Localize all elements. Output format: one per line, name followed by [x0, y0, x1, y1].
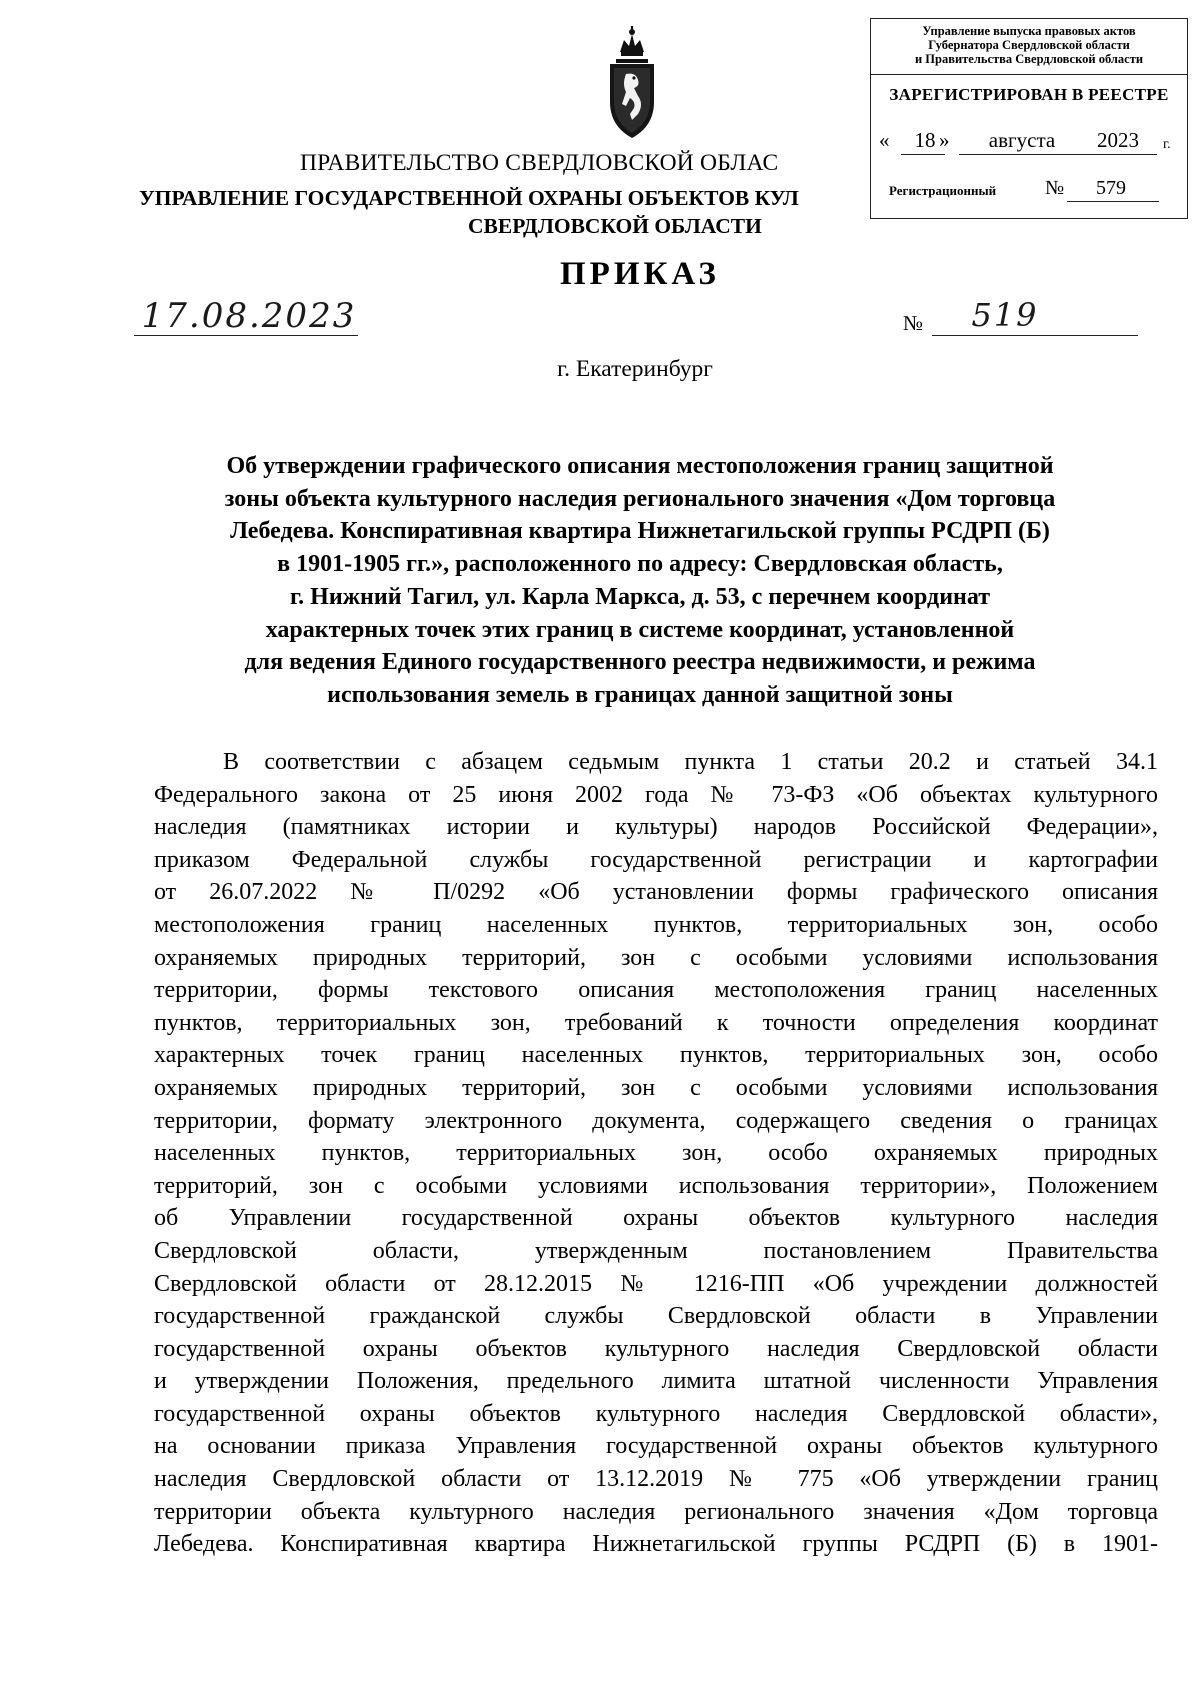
- stamp-date: [879, 127, 1181, 155]
- stamp-number-underline: [1067, 201, 1159, 202]
- body-line: от 26.07.2022 № П/0292 «Об установлении формы графического описания: [154, 879, 1158, 906]
- stamp-date-month: августа: [988, 128, 1056, 152]
- stamp-month-underline: [959, 154, 1083, 155]
- title-line: в 1901-1905 гг.», расположенного по адресу: Свердловская область,: [277, 551, 1003, 578]
- stamp-title: ЗАРЕГИСТРИРОВАН В РЕЕСТРЕ: [889, 85, 1169, 104]
- stamp-header-line: Губернатора Свердловской области: [928, 38, 1130, 52]
- body-line: В соответствии с абзацем седьмым пункта 1 статьи 20.2 и статьей 34.1: [223, 749, 1158, 775]
- body-line: наследия (памятниках истории и культуры) народов Российской Федерации»,: [154, 814, 1158, 841]
- stamp-number: [889, 173, 1179, 203]
- order-date-handwritten: 17.08.2023: [141, 296, 357, 336]
- stamp-date-open-quote: «: [879, 128, 890, 152]
- department-title-line-2: СВЕРДЛОВСКОЙ ОБЛАСТИ: [468, 214, 762, 238]
- stamp-number-label: Регистрационный: [889, 183, 997, 198]
- body-line: на основании приказа Управления государственной охраны объектов культурного: [154, 1433, 1158, 1460]
- body-line: населенных пунктов, территориальных зон, особо охраняемых природных: [154, 1140, 1158, 1167]
- stamp-number-value: 579: [1096, 177, 1126, 199]
- body-line: территории объекта культурного наследия регионального значения «Дом торговца: [154, 1498, 1158, 1525]
- registration-stamp: [870, 18, 1188, 219]
- body-line: Федерального закона от 25 июня 2002 года № 73-ФЗ «Об объектах культурного: [154, 781, 1158, 808]
- body-paragraph: [154, 746, 1158, 1561]
- body-line: территорий, зон с особыми условиями использования территории», Положением: [154, 1172, 1158, 1199]
- body-line: местоположения границ населенных пунктов, территориальных зон, особо: [154, 911, 1158, 938]
- body-line: государственной гражданской службы Свердловской области в Управлении: [154, 1303, 1158, 1330]
- body-line: Свердловской области, утвержденным постановлением Правительства: [154, 1237, 1158, 1264]
- order-number-sign: №: [903, 311, 924, 335]
- stamp-year-underline: [1081, 154, 1157, 155]
- stamp-date-day: 18: [914, 128, 936, 152]
- government-title: ПРАВИТЕЛЬСТВО СВЕРДЛОВСКОЙ ОБЛАС: [300, 150, 779, 176]
- stamp-number-sign: №: [1045, 177, 1065, 199]
- body-line: государственной охраны объектов культурного наследия Свердловской области: [154, 1335, 1158, 1362]
- title-line: Об утверждении графического описания местоположения границ защитной: [226, 453, 1054, 479]
- title-line: Лебедева. Конспиративная квартира Нижнетагильской группы РСДРП (Б): [230, 518, 1050, 545]
- stamp-date-close-quote: »: [939, 128, 950, 152]
- department-title-line-1: УПРАВЛЕНИЕ ГОСУДАРСТВЕННОЙ ОХРАНЫ ОБЪЕКТОВ КУЛ: [139, 186, 799, 210]
- stamp-day-underline: [901, 154, 945, 155]
- body-line: территории, формату электронного документа, содержащего сведения о границах: [154, 1107, 1158, 1134]
- coat-of-arms-emblem: [604, 26, 660, 140]
- body-line: приказом Федеральной службы государственной регистрации и картографии: [154, 846, 1158, 873]
- body-line: наследия Свердловской области от 13.12.2019 № 775 «Об утверждении границ: [154, 1466, 1158, 1493]
- title-line: характерных точек этих границ в системе координат, установленной: [265, 616, 1015, 643]
- body-line: территории, формы текстового описания местоположения границ населенных: [154, 977, 1158, 1004]
- body-line: государственной охраны объектов культурного наследия Свердловской области»,: [154, 1400, 1158, 1427]
- title-line: г. Нижний Тагил, ул. Карла Маркса, д. 53, с перечнем координат: [289, 583, 991, 610]
- body-line: охраняемых природных территорий, зон с особыми условиями использования: [154, 1074, 1158, 1101]
- stamp-header-line: Управление выпуска правовых актов: [922, 24, 1136, 38]
- order-subject-title: [140, 450, 1140, 712]
- stamp-header: [871, 19, 1187, 75]
- document-type-title: ПРИКАЗ: [560, 256, 720, 292]
- body-line: об Управлении государственной охраны объектов культурного наследия: [154, 1205, 1158, 1232]
- body-line: и утверждении Положения, предельного лимита штатной численности Управления: [154, 1368, 1158, 1395]
- title-line: для ведения Единого государственного реестра недвижимости, и режима: [244, 649, 1036, 676]
- city-line: г. Екатеринбург: [557, 356, 713, 382]
- title-line: зоны объекта культурного наследия регионального значения «Дом торговца: [224, 485, 1056, 512]
- order-number-underline: [932, 335, 1138, 336]
- body-line: охраняемых природных территорий, зон с особыми условиями использования: [154, 944, 1158, 971]
- stamp-header-line: и Правительства Свердловской области: [914, 52, 1144, 66]
- body-line: характерных точек границ населенных пунктов, территориальных зон, особо: [154, 1042, 1158, 1069]
- stamp-date-year: 2023: [1097, 128, 1139, 152]
- stamp-date-year-suffix: г.: [1163, 137, 1171, 152]
- body-line: Лебедева. Конспиративная квартира Нижнетагильской группы РСДРП (Б) в 1901-: [154, 1531, 1158, 1558]
- body-line: Свердловской области от 28.12.2015 № 1216-ПП «Об учреждении должностей: [154, 1270, 1158, 1297]
- order-date-underline: [134, 335, 358, 336]
- body-line: пунктов, территориальных зон, требований к точности определения координат: [154, 1009, 1158, 1036]
- title-line: использования земель в границах данной защитной зоны: [327, 681, 953, 708]
- order-number-handwritten: 519: [971, 296, 1039, 334]
